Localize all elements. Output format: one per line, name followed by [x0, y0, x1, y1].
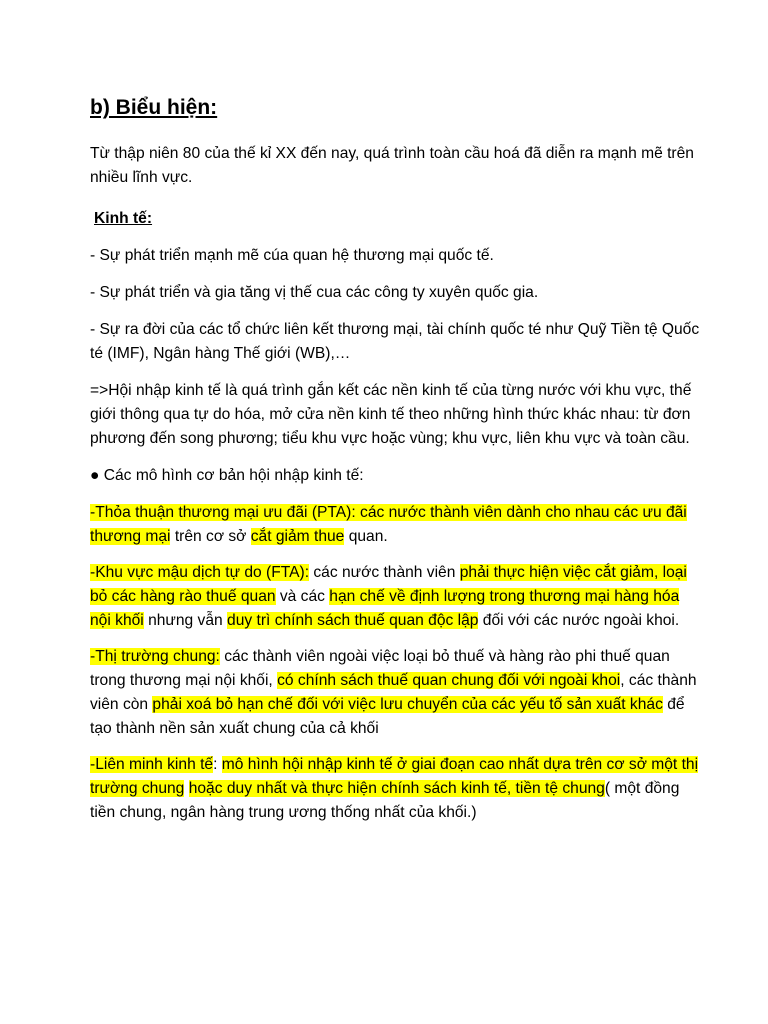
section-heading: b) Biểu hiện:	[90, 96, 218, 119]
fta-text-4: đối với các nước ngoài khoi.	[478, 612, 680, 629]
intro-paragraph: Từ thập niên 80 của thế kỉ XX đến nay, quá trình toàn cầu hoá đã diễn ra mạnh mẽ trên nhiều lĩnh vực.	[90, 145, 694, 186]
document-page	[90, 93, 700, 837]
pta-text-1: trên cơ sở	[170, 528, 251, 545]
cm-text-1: các thành viên ngoài việc loại bỏ thuế và hàng rào phi thuế quan trong thương mại nội khối,	[90, 648, 670, 689]
cm-highlight-1: -Thị trường chung:	[90, 648, 220, 665]
fta-highlight-4: duy trì chính sách thuế quan độc lập	[227, 612, 479, 629]
fta-text-3: nhưng vẫn	[143, 612, 228, 629]
conclusion-paragraph: =>Hội nhập kinh tế là quá trình gắn kết các nền kinh tế của từng nước với khu vực, thế giới thông qua tự do hóa, mở cửa nền kinh tế theo những hình thức khác nhau: từ đơn phương đến song phương; tiểu khu vực hoặc vùng; khu vực, liên khu vực và toàn cầu.	[90, 382, 692, 447]
bullet-trade-relations: - Sự phát triển mạnh mẽ cúa quan hệ thương mại quốc tế.	[90, 247, 494, 264]
model-fta	[90, 561, 700, 633]
model-pta	[90, 501, 700, 549]
union-text-3: ( một đồng tiền chung, ngân hàng trung ương thống nhất của khối.)	[90, 780, 680, 821]
fta-highlight-2: phải thực hiện việc cắt giảm, loại bỏ các hàng rào thuế quan	[90, 564, 687, 605]
pta-highlight-2: cắt giảm thue	[250, 528, 345, 545]
cm-highlight-2: có chính sách thuế quan chung đối với ngoài khoi	[277, 672, 621, 689]
union-highlight-3: hoặc duy nhất và thực hiện chính sách kinh tế, tiền tệ chung	[188, 780, 605, 797]
union-highlight-2: mô hình hội nhập kinh tế ở giai đoạn cao nhất dựa trên cơ sở một thị trường chung	[90, 756, 699, 797]
fta-text-1: các nước thành viên	[309, 564, 460, 581]
union-text-1: :	[213, 756, 222, 773]
bullet-organizations: - Sự ra đời của các tổ chức liên kết thương mại, tài chính quốc té như Quỹ Tiền tệ Quốc té (IMF), Ngân hàng Thế giới (WB),…	[90, 321, 700, 362]
model-common-market	[90, 645, 700, 741]
fta-highlight-1: -Khu vực mậu dịch tự do (FTA):	[90, 564, 310, 581]
economy-subheading: Kinh tế:	[94, 210, 153, 227]
cm-highlight-3: phải xoá bỏ hạn chế đối với việc lưu chuyển của các yếu tố sản xuất khác	[152, 696, 663, 713]
model-economic-union	[90, 753, 700, 825]
fta-highlight-3: hạn chế về định lượng trong thương mại hàng hóa nội khối	[90, 588, 680, 629]
bullet-multinationals: - Sự phát triển và gia tăng vị thế cua các công ty xuyên quốc gia.	[90, 284, 539, 301]
fta-text-2: và các	[275, 588, 330, 605]
pta-text-2: quan.	[344, 528, 388, 545]
union-highlight-1: -Liên minh kinh tế	[90, 756, 214, 773]
models-intro: ● Các mô hình cơ bản hội nhập kinh tế:	[90, 467, 364, 484]
cm-text-2: , các thành viên còn	[90, 672, 697, 713]
pta-highlight-1: -Thỏa thuận thương mại ưu đãi (PTA): các nước thành viên dành cho nhau các ưu đãi thương mại	[90, 504, 687, 545]
cm-text-3: để tạo thành nền sản xuất chung của cả khối	[90, 696, 685, 737]
